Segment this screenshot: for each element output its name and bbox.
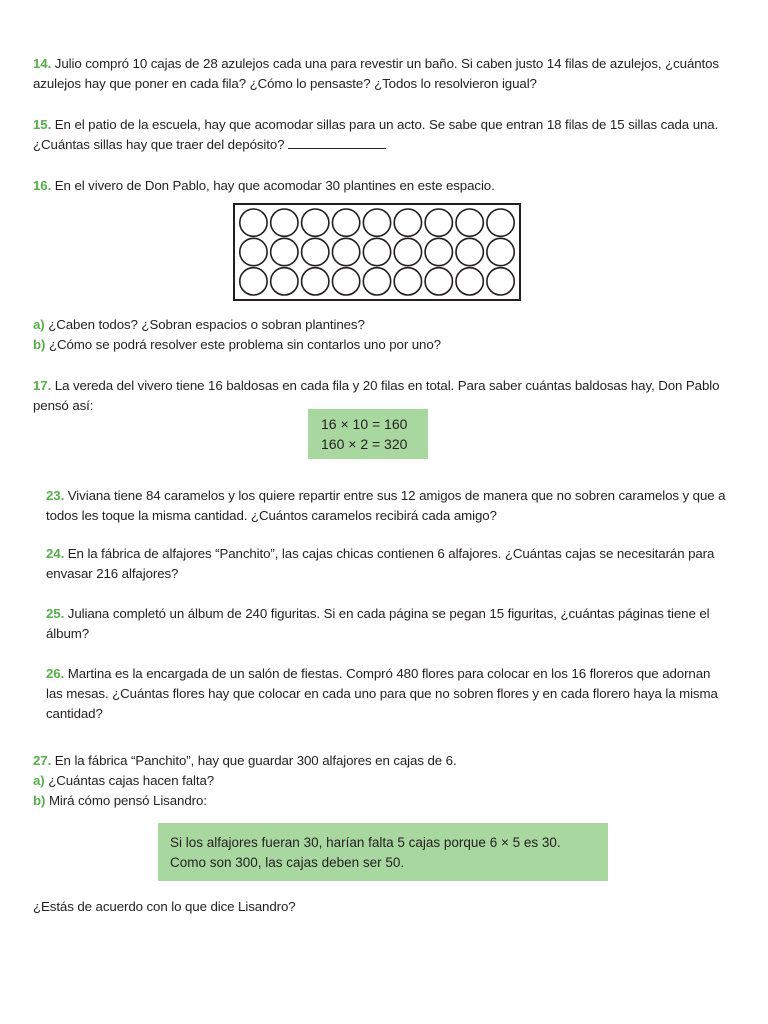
item-label-a: a) — [33, 773, 45, 788]
planter-slot — [332, 238, 359, 265]
planter-slot — [240, 268, 267, 295]
planter-slot — [363, 238, 390, 265]
problem-text: Martina es la encargada de un salón de fiestas. Compró 480 flores para colocar en los 16 floreros que adornan las mesas. ¿Cuántas flores hay que colocar en cada uno para que no sobren flores y en cada florero haya la misma cantidad? — [46, 666, 718, 721]
item-text-a: ¿Cuántas cajas hacen falta? — [44, 773, 215, 788]
planter-slot — [302, 268, 329, 295]
problem-text: En el vivero de Don Pablo, hay que acomodar 30 plantines en este espacio. — [51, 178, 495, 193]
closing-question — [33, 897, 733, 917]
problem-text: Julio compró 10 cajas de 28 azulejos cada una para revestir un baño. Si caben justo 14 filas de azulejos, ¿cuántos azulejos hay que poner en cada fila? ¿Cómo lo pensaste? ¿Todos lo resolvieron igual? — [33, 56, 719, 91]
planter-slot — [302, 209, 329, 236]
planter-slot — [332, 268, 359, 295]
planter-slot — [363, 209, 390, 236]
problem-text: Viviana tiene 84 caramelos y los quiere repartir entre sus 12 amigos de manera que no sobren caramelos y que a todos les toque la misma cantidad. ¿Cuántos caramelos recibirá cada amigo? — [46, 488, 726, 523]
problem-25 — [46, 604, 726, 644]
problem-number: 23. — [46, 488, 65, 503]
answer-blank-line — [288, 136, 386, 149]
planter-slot — [394, 209, 421, 236]
planter-slot — [487, 209, 514, 236]
calc-line-1: 16 × 10 = 160 — [321, 416, 408, 432]
planter-slot — [302, 238, 329, 265]
item-label-b: b) — [33, 337, 46, 352]
planter-slot — [240, 238, 267, 265]
planter-slot — [394, 238, 421, 265]
item-text-b: ¿Cómo se podrá resolver este problema sin contarlos uno por uno? — [45, 337, 441, 352]
problem-number: 27. — [33, 753, 52, 768]
problem-text: Juliana completó un álbum de 240 figuritas. Si en cada página se pegan 15 figuritas, ¿cuántas páginas tiene el álbum? — [46, 606, 710, 641]
problem-16 — [33, 176, 733, 196]
planter-slots — [235, 205, 519, 299]
planter-slot — [456, 268, 483, 295]
planter-slot — [363, 268, 390, 295]
planter-slot — [425, 209, 452, 236]
item-label-b: b) — [33, 793, 46, 808]
planter-slot — [271, 268, 298, 295]
problem-number: 25. — [46, 606, 65, 621]
item-text-b: Mirá cómo pensó Lisandro: — [45, 793, 207, 808]
problem-23 — [46, 486, 726, 526]
calculation-box — [308, 409, 428, 459]
planter-slot — [487, 268, 514, 295]
planter-slot — [487, 238, 514, 265]
problem-number: 24. — [46, 546, 65, 561]
problem-number: 26. — [46, 666, 65, 681]
problem-number: 14. — [33, 56, 52, 71]
lisandro-reasoning-text: Si los alfajores fueran 30, harían falta 5 cajas porque 6 × 5 es 30. Como son 300, las cajas deben ser 50. — [170, 835, 561, 870]
item-label-a: a) — [33, 317, 45, 332]
problem-24 — [46, 544, 726, 584]
planter-slot — [240, 209, 267, 236]
problem-15 — [33, 115, 733, 155]
problem-16-questions — [33, 315, 733, 355]
closing-question-text: ¿Estás de acuerdo con lo que dice Lisandro? — [33, 899, 296, 914]
planter-slot — [456, 238, 483, 265]
planter-slot — [425, 268, 452, 295]
planter-slot — [425, 238, 452, 265]
problem-text: En la fábrica de alfajores “Panchito”, las cajas chicas contienen 6 alfajores. ¿Cuántas cajas se necesitarán para envasar 216 alfajores? — [46, 546, 715, 581]
problem-number: 15. — [33, 117, 52, 132]
problem-number: 16. — [33, 178, 52, 193]
planter-slot — [456, 209, 483, 236]
problem-text: En la fábrica “Panchito”, hay que guardar 300 alfajores en cajas de 6. — [51, 753, 457, 768]
problem-number: 17. — [33, 378, 52, 393]
planter-slot — [332, 209, 359, 236]
planter-slot — [271, 238, 298, 265]
item-text-a: ¿Caben todos? ¿Sobran espacios o sobran plantines? — [44, 317, 365, 332]
planter-slot — [271, 209, 298, 236]
problem-text: La vereda del vivero tiene 16 baldosas en cada fila y 20 filas en total. Para saber cuántas baldosas hay, Don Pablo pensó así: — [33, 378, 720, 413]
lisandro-reasoning-box — [158, 823, 608, 881]
problem-27 — [33, 751, 733, 811]
problem-26 — [46, 664, 726, 724]
problem-14 — [33, 54, 733, 94]
calc-line-2: 160 × 2 = 320 — [321, 436, 408, 452]
planter-grid — [233, 203, 521, 301]
problem-text: En el patio de la escuela, hay que acomodar sillas para un acto. Se sabe que entran 18 filas de 15 sillas cada una. ¿Cuántas sillas hay que traer del depósito? — [33, 117, 719, 152]
planter-slot — [394, 268, 421, 295]
